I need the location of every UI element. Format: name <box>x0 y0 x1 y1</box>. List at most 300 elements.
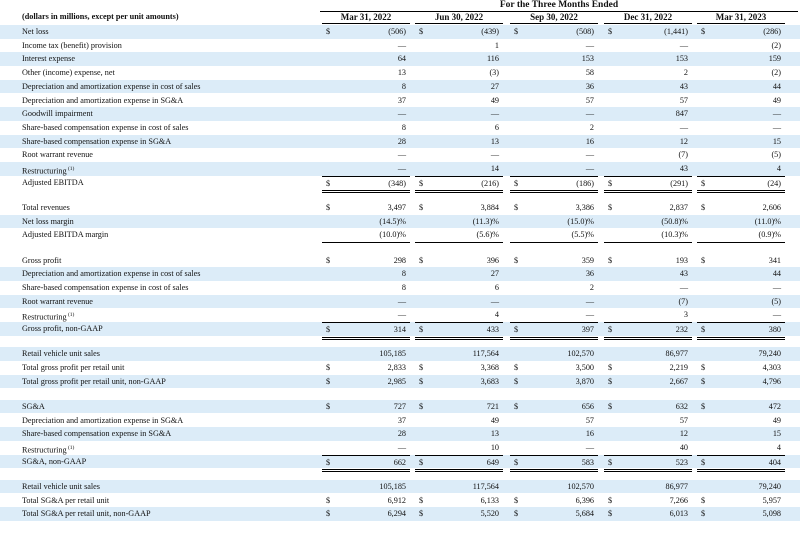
table-cell <box>510 308 598 322</box>
dollar-sign: $ <box>419 325 424 334</box>
table-cell <box>415 400 503 414</box>
table-cell <box>697 52 785 66</box>
cell-value: 3 <box>683 310 688 320</box>
row-label <box>22 215 74 229</box>
table-cell <box>415 480 503 494</box>
table-cell <box>697 347 785 361</box>
table-cell <box>604 375 692 389</box>
cell-value: 6,396 <box>575 495 594 505</box>
cell-value: 4 <box>776 164 781 173</box>
row-label-text: Adjusted EBITDA <box>22 177 84 187</box>
row-label-text: SG&A <box>22 401 45 411</box>
dollar-sign: $ <box>326 401 331 411</box>
row-label <box>22 228 108 242</box>
row-label <box>22 308 74 322</box>
table-row <box>0 135 800 149</box>
cell-value: (439) <box>481 27 499 36</box>
row-label <box>22 375 166 389</box>
footnote-marker: (1) <box>66 312 75 319</box>
cell-value: 57 <box>679 415 688 425</box>
cell-value: — <box>585 296 594 306</box>
table-cell <box>604 94 692 108</box>
cell-value: — <box>585 40 594 50</box>
table-row <box>0 254 800 268</box>
cell-value: — <box>585 310 594 320</box>
table-cell <box>510 94 598 108</box>
cell-value: 102,570 <box>567 349 594 359</box>
table-cell <box>697 228 785 243</box>
table-cell <box>604 254 692 268</box>
cell-value: (291) <box>670 178 688 188</box>
table-cell <box>415 135 503 149</box>
cell-value: 57 <box>585 415 594 425</box>
table-cell <box>697 25 785 39</box>
table-row <box>0 66 800 80</box>
row-label-text: Income tax (benefit) provision <box>22 40 122 50</box>
dollar-sign: $ <box>419 255 424 265</box>
table-cell <box>604 507 692 521</box>
table-cell <box>604 295 692 309</box>
row-label-text: Share-based compensation expense in SG&A <box>22 136 172 146</box>
row-label-text: Other (income) expense, net <box>22 68 115 78</box>
table-row <box>0 400 800 414</box>
table-row <box>0 94 800 108</box>
table-cell <box>604 215 692 229</box>
cell-value: 523 <box>675 457 688 467</box>
row-label <box>22 107 93 121</box>
cell-value: — <box>679 122 688 132</box>
table-cell <box>415 228 503 243</box>
spacer-row <box>0 336 800 348</box>
cell-value: (508) <box>576 27 594 36</box>
cell-value: (216) <box>481 178 499 188</box>
table-cell <box>697 201 785 215</box>
cell-value: 79,240 <box>758 481 781 491</box>
table-row <box>0 494 800 508</box>
row-label <box>22 507 151 521</box>
column-header: Mar 31, 2022 <box>322 11 410 24</box>
table-cell <box>510 361 598 375</box>
row-label-text: Root warrant revenue <box>22 150 93 160</box>
cell-value: — <box>772 310 781 320</box>
table-cell <box>697 427 785 441</box>
table-cell <box>415 148 503 162</box>
dollar-sign: $ <box>326 376 331 386</box>
table-cell <box>697 162 785 176</box>
table-cell <box>697 94 785 108</box>
dollar-sign: $ <box>419 401 424 411</box>
dollar-sign: $ <box>701 362 706 372</box>
period-group-header: For the Three Months Ended <box>320 0 798 12</box>
cell-value: (24) <box>767 178 781 188</box>
table-cell <box>697 361 785 375</box>
row-label-text: Depreciation and amortization expense in SG&A <box>22 95 184 105</box>
dollar-sign: $ <box>701 509 706 519</box>
table-cell <box>697 39 785 53</box>
table-cell <box>322 121 410 135</box>
dollar-sign: $ <box>419 457 424 467</box>
cell-value: 49 <box>490 415 499 425</box>
cell-value: — <box>397 310 406 320</box>
cell-value: 12 <box>679 429 688 439</box>
table-row <box>0 414 800 428</box>
cell-value: 13 <box>490 429 499 439</box>
table-cell <box>697 414 785 428</box>
dollar-sign: $ <box>514 27 519 36</box>
cell-value: 2,837 <box>669 202 688 212</box>
dollar-sign: $ <box>326 202 331 212</box>
cell-value: — <box>679 282 688 292</box>
cell-value: 3,500 <box>575 362 594 372</box>
table-cell <box>322 361 410 375</box>
cell-value: 847 <box>675 109 688 119</box>
table-cell <box>697 66 785 80</box>
row-label-text: Share-based compensation expense in cost of sales <box>22 282 189 292</box>
table-cell <box>322 400 410 414</box>
cell-value: 727 <box>393 401 406 411</box>
table-cell <box>322 507 410 521</box>
table-cell <box>322 308 410 322</box>
dollar-sign: $ <box>326 457 331 467</box>
table-row <box>0 267 800 281</box>
cell-value: — <box>490 150 499 160</box>
table-cell <box>415 361 503 375</box>
row-label <box>22 39 122 53</box>
table-row <box>0 39 800 53</box>
cell-value: 153 <box>675 54 688 64</box>
dollar-sign: $ <box>701 178 706 188</box>
cell-value: 64 <box>397 54 406 64</box>
dollar-sign: $ <box>701 495 706 505</box>
dollar-sign: $ <box>701 376 706 386</box>
table-cell <box>604 400 692 414</box>
cell-value: (348) <box>388 178 406 188</box>
table-cell <box>322 347 410 361</box>
row-label <box>22 94 183 108</box>
table-cell <box>510 427 598 441</box>
table-cell <box>604 39 692 53</box>
table-cell <box>415 295 503 309</box>
table-cell <box>510 414 598 428</box>
cell-value: 36 <box>585 269 594 279</box>
unit-note: (dollars in millions, except per unit amounts) <box>22 12 179 21</box>
table-cell <box>697 215 785 229</box>
table-cell <box>510 480 598 494</box>
cell-value: (15.0)% <box>567 216 594 226</box>
cell-value: 3,683 <box>480 376 499 386</box>
row-label <box>22 201 70 215</box>
table-cell <box>510 66 598 80</box>
row-label <box>22 427 171 441</box>
cell-value: 2,667 <box>669 376 688 386</box>
cell-value: — <box>679 40 688 50</box>
table-cell <box>510 267 598 281</box>
cell-value: — <box>585 442 594 452</box>
cell-value: — <box>490 296 499 306</box>
dollar-sign: $ <box>419 376 424 386</box>
dollar-sign: $ <box>326 362 331 372</box>
spacer-row <box>0 468 800 480</box>
cell-value: 57 <box>679 95 688 105</box>
table-cell <box>322 25 410 39</box>
table-row <box>0 281 800 295</box>
cell-value: 3,368 <box>480 362 499 372</box>
row-label <box>22 281 188 295</box>
cell-value: 3,884 <box>480 202 499 212</box>
cell-value: 3,870 <box>575 376 594 386</box>
table-cell <box>697 494 785 508</box>
spacer-row <box>0 189 800 201</box>
dollar-sign: $ <box>608 457 613 467</box>
cell-value: (506) <box>388 27 406 36</box>
table-cell <box>604 480 692 494</box>
cell-value: 5,957 <box>762 495 781 505</box>
cell-value: 6,133 <box>480 495 499 505</box>
cell-value: 6 <box>494 122 499 132</box>
cell-value: 3,497 <box>387 202 406 212</box>
dollar-sign: $ <box>514 178 519 188</box>
table-cell <box>604 148 692 162</box>
cell-value: 16 <box>585 136 594 146</box>
spacer-row <box>0 242 800 254</box>
cell-value: (5) <box>771 296 781 306</box>
row-label-text: Depreciation and amortization expense in cost of sales <box>22 81 201 91</box>
cell-value: 49 <box>490 95 499 105</box>
row-label <box>22 80 200 94</box>
cell-value: (5.6)% <box>476 230 499 240</box>
cell-value: 8 <box>401 269 406 279</box>
cell-value: (50.8)% <box>661 216 688 226</box>
cell-value: — <box>397 164 406 173</box>
cell-value: 44 <box>772 269 781 279</box>
row-label <box>22 494 109 508</box>
table-cell <box>604 267 692 281</box>
table-cell <box>322 375 410 389</box>
row-label-text: Total SG&A per retail unit <box>22 495 110 505</box>
table-cell <box>415 414 503 428</box>
table-cell <box>322 281 410 295</box>
row-label-text: Net loss <box>22 27 49 36</box>
table-cell <box>322 441 410 455</box>
cell-value: 5,684 <box>575 509 594 519</box>
row-label <box>22 322 103 336</box>
cell-value: (10.3)% <box>661 230 688 240</box>
cell-value: 40 <box>679 442 688 452</box>
cell-value: 44 <box>772 81 781 91</box>
cell-value: 15 <box>772 136 781 146</box>
dollar-sign: $ <box>514 255 519 265</box>
cell-value: (11.0)% <box>754 216 781 226</box>
table-cell <box>510 39 598 53</box>
cell-value: 43 <box>679 164 688 173</box>
row-label <box>22 121 188 135</box>
cell-value: 6,912 <box>387 495 406 505</box>
cell-value: — <box>397 442 406 452</box>
table-cell <box>510 80 598 94</box>
row-label <box>22 254 61 268</box>
dollar-sign: $ <box>608 325 613 334</box>
dollar-sign: $ <box>701 401 706 411</box>
cell-value: — <box>397 150 406 160</box>
cell-value: — <box>397 40 406 50</box>
row-label <box>22 52 75 66</box>
table-cell <box>322 215 410 229</box>
table-cell <box>604 52 692 66</box>
dollar-sign: $ <box>419 495 424 505</box>
cell-value: 28 <box>397 429 406 439</box>
table-cell <box>415 121 503 135</box>
dollar-sign: $ <box>514 509 519 519</box>
row-label <box>22 480 100 494</box>
cell-value: 2,833 <box>387 362 406 372</box>
table-cell <box>697 135 785 149</box>
table-cell <box>697 267 785 281</box>
row-label <box>22 25 49 39</box>
table-cell <box>604 228 692 243</box>
cell-value: 86,977 <box>665 481 688 491</box>
dollar-sign: $ <box>326 495 331 505</box>
table-cell <box>322 267 410 281</box>
table-row <box>0 148 800 162</box>
cell-value: 49 <box>772 95 781 105</box>
row-label <box>22 347 100 361</box>
dollar-sign: $ <box>608 27 613 36</box>
table-cell <box>510 441 598 455</box>
cell-value: 105,185 <box>379 481 406 491</box>
cell-value: 37 <box>397 95 406 105</box>
cell-value: 2,606 <box>762 202 781 212</box>
table-cell <box>510 507 598 521</box>
table-cell <box>415 39 503 53</box>
row-label-text: SG&A, non-GAAP <box>22 456 87 466</box>
table-cell <box>697 507 785 521</box>
cell-value: 359 <box>581 255 594 265</box>
table-cell <box>697 107 785 121</box>
cell-value: 2 <box>683 68 688 78</box>
dollar-sign: $ <box>701 325 706 334</box>
dollar-sign: $ <box>514 202 519 212</box>
row-label-text: Share-based compensation expense in cost of sales <box>22 122 189 132</box>
row-label <box>22 361 124 375</box>
table-cell <box>415 254 503 268</box>
table-cell <box>510 400 598 414</box>
cell-value: (10.0)% <box>379 230 406 240</box>
cell-value: (0.9)% <box>758 230 781 240</box>
row-label <box>22 148 93 162</box>
cell-value: (2) <box>771 68 781 78</box>
table-cell <box>510 201 598 215</box>
cell-value: 2 <box>589 282 594 292</box>
table-cell <box>697 295 785 309</box>
table-cell <box>415 201 503 215</box>
table-cell <box>415 375 503 389</box>
dollar-sign: $ <box>514 401 519 411</box>
table-row <box>0 361 800 375</box>
cell-value: 27 <box>490 81 499 91</box>
table-cell <box>697 148 785 162</box>
cell-value: 43 <box>679 81 688 91</box>
column-header: Jun 30, 2022 <box>415 11 503 24</box>
cell-value: 12 <box>679 136 688 146</box>
cell-value: (7) <box>678 296 688 306</box>
cell-value: 583 <box>581 457 594 467</box>
cell-value: — <box>772 282 781 292</box>
table-row <box>0 480 800 494</box>
table-cell <box>415 267 503 281</box>
cell-value: 116 <box>487 54 499 64</box>
table-row <box>0 162 800 176</box>
table-cell <box>415 507 503 521</box>
row-label-text: Interest expense <box>22 54 75 64</box>
table-cell <box>604 121 692 135</box>
dollar-sign: $ <box>608 509 613 519</box>
table-cell <box>510 494 598 508</box>
table-cell <box>510 281 598 295</box>
table-cell <box>415 94 503 108</box>
cell-value: 58 <box>585 68 594 78</box>
table-row <box>0 176 800 190</box>
cell-value: 13 <box>397 68 406 78</box>
table-cell <box>604 201 692 215</box>
table-cell <box>604 162 692 176</box>
cell-value: — <box>397 296 406 306</box>
cell-value: 5,520 <box>480 509 499 519</box>
cell-value: 49 <box>772 415 781 425</box>
cell-value: — <box>585 109 594 119</box>
cell-value: 380 <box>768 325 781 334</box>
table-cell <box>697 121 785 135</box>
cell-value: — <box>772 109 781 119</box>
cell-value: 102,570 <box>567 481 594 491</box>
cell-value: 153 <box>581 54 594 64</box>
cell-value: (11.3)% <box>472 216 499 226</box>
row-label-text: Share-based compensation expense in SG&A <box>22 429 172 439</box>
cell-value: 8 <box>401 122 406 132</box>
table-row <box>0 201 800 215</box>
cell-value: 1 <box>494 40 499 50</box>
table-cell <box>415 494 503 508</box>
dollar-sign: $ <box>608 362 613 372</box>
cell-value: 2,219 <box>669 362 688 372</box>
table-cell <box>322 414 410 428</box>
table-cell <box>510 375 598 389</box>
cell-value: (3) <box>489 68 499 78</box>
cell-value: (7) <box>678 150 688 160</box>
dollar-sign: $ <box>514 362 519 372</box>
table-cell <box>322 94 410 108</box>
cell-value: 404 <box>768 457 781 467</box>
cell-value: 36 <box>585 81 594 91</box>
dollar-sign: $ <box>701 255 706 265</box>
table-cell <box>510 52 598 66</box>
cell-value: 105,185 <box>379 349 406 359</box>
table-cell <box>415 25 503 39</box>
row-label <box>22 162 74 176</box>
dollar-sign: $ <box>514 495 519 505</box>
cell-value: 6,013 <box>669 509 688 519</box>
cell-value: 27 <box>490 269 499 279</box>
column-header: Dec 31, 2022 <box>604 11 692 24</box>
cell-value: — <box>772 122 781 132</box>
cell-value: 5,098 <box>762 509 781 519</box>
dollar-sign: $ <box>326 509 331 519</box>
table-cell <box>322 80 410 94</box>
dollar-sign: $ <box>514 325 519 334</box>
table-cell <box>510 254 598 268</box>
dollar-sign: $ <box>419 178 424 188</box>
table-cell <box>322 107 410 121</box>
spacer-row <box>0 388 800 400</box>
